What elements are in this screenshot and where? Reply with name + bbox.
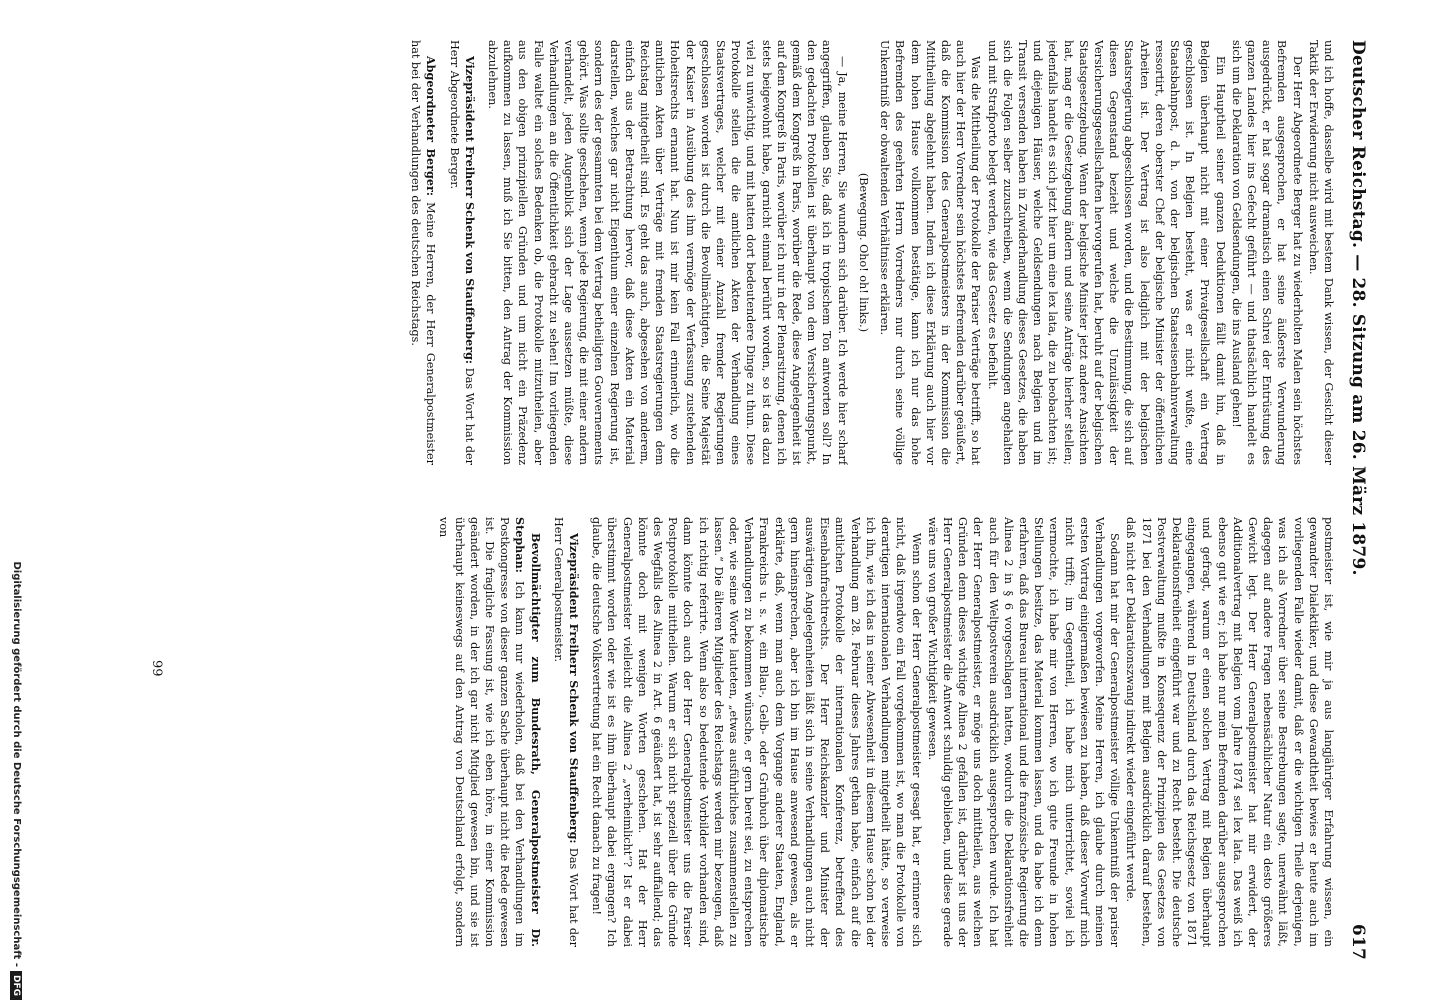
body-paragraph: Der Herr Abgeordnete Berger hat zu wiederholten Malen sein höchstes Befremden ausgesprochen, er hat seine äußerste Verwunderung ausgedrückt, er hat sogar dramatisch einen Schrei der Entrüstung des ganzen Landes hier ins Gefecht geführt — und thatsächlich handelt es sich um die Deklaration von Geldsendungen, die ins Ausland gehen!: [1229, 40, 1304, 465]
body-paragraph: Sodann hat mir der Generalpostmeister völlige Unkenntniß der pariser Verhandlungen vorgeworfen. Meine Herren, ich glaube durch meinen ersten Vortrag einigermaßen bewiesen zu haben, daß dieser Vorwurf mich nicht trifft; im Gegentheil, ich habe mich unterrichtet, soviel ich vermochte, ich habe mir von Herren, wo ich gute Freunde in hohen Stellungen besitze, das Material kommen lassen, und da habe ich denn erfahren, daß das Bureau international und die französische Regierung die Alinea 2 in § 6 vorgeschlagen hatten, wodurch die Deklarationsfreiheit auch für den Weltpostverein ausdrücklich ausgesprochen wurde. Ich hat der Herr Generalpostmeister, er möge uns doch mittheilen, aus welchen Gründen denn dieses wichtige Alinea 2 gefallen ist, darüber ist uns der Herr Generalpostmeister die Antwort schuldig geblieben, und diese gerade wäre uns von großer Wichtigkeit gewesen.: [925, 517, 1122, 947]
speech-text: Das Wort hat der Herr Generalpostmeister.: [551, 517, 581, 947]
speaker-name: Abgeordneter Berger:: [424, 56, 439, 196]
speaker-name: Vizepräsident Freiherr Schenk von Stauffenberg:: [462, 56, 477, 365]
speaker-paragraph: [446, 40, 476, 465]
speaker-paragraph: [551, 517, 581, 947]
body-paragraph: Ein Hauptheil seiner ganzen Deduktionen fällt damit hin, daß in Belgien überhaupt nicht mit einer Privatgesellschaft ein Vertrag geschlossen ist. In Belgien besteht, was er nicht wußte, eine Staatsbahnpost, d. h. von der belgischen Staatseisenbahnverwaltung ressortirt, deren oberster Chef der belgische Minister der öffentlichen Arbeiten ist. Der Vertrag ist also lediglich mit der belgischen Staatsregierung abgeschlossen worden, und die Bestimmung, die sich auf diesen Gegenstand bezieht und welche die Unzulässigkeit der Versicherungsgesellschaften hervorgerufen hat, beruht auf der belgischen Staatsgesetzgebung. Wenn der belgische Minister jetzt andere Ansichten hat, mag er die Gesetzgebung ändern und seine Anträge hierher stellen; jedenfalls handelt es sich jetzt hier um eine lex lata, die zu beobachten ist; und diejenigen Häuser, welche Geldsendungen nach Belgien und im Transit versenden haben in Zuwiderhandlung dieses Gesetzes, die haben sich die Folgen selber zuzuschreiben, wenn die Sendungen angehalten und mit Strafporto belegt werden, wie das Gesetz es befiehlt.: [985, 40, 1227, 465]
digitization-footer: [2, 0, 22, 1000]
speaker-name: Vizepräsident Freiherr Schenk von Stauffenberg:: [567, 533, 582, 844]
speaker-paragraph: [408, 40, 438, 465]
speech-text: Das Wort hat der Herr Abgeordnete Berger.: [447, 40, 476, 465]
text-column-right: [156, 517, 1336, 947]
body-paragraph: postmeister ist, wie mir ja aus langjähriger Erfahrung wissen, ein gewandter Dialektiker, und diese Gewandtheit bewies er heute auch im vorliegenden Falle wieder damit, daß er die wichtigen Theile derjenigen, was ich als Vorredner über seine Bestrebungen sagte, unerwähnt läßt, dagegen auf andere Fragen nebensächlicher Natur ein desto größeres Gewicht legt. Der Herr Generalpostmeister hat mir erwidert, der Additionalvertrag mit Belgien vom Jahre 1874 sei lex lata. Das weiß ich ebenso gut wie er; ich habe nur mein Befremden darüber ausgesprochen und gefragt, warum er einen solchen Vertrag mit Belgien überhaupt eingegangen, während in Deutschland durch das Reichsgesetz von 1871 Deklarationsfreiheit eingeführt war und zu Recht besteht. Die deutsche Postverwaltung mußte in Konsequenz der Prinzipien des Gesetzes von 1871 bei den Verhandlungen mit Belgien ausdrücklich darauf bestehen, daß nicht der Deklarationszwang indirekt wieder eingeführt werde.: [1124, 517, 1335, 947]
speech-text: Ich kann nur wiederholen, daß bei den Verhandlungen im Postkongresse von dieser ganzen Sache überhaupt nicht die Rede gewesen ist. Die fragliche Fassung ist, wie ich eben höre, in einer Kommission geändert worden, in der ich gar nicht Mitglied gewesen bin, und sie ist überhaupt keineswegs auf den Antrag von Deutschland erfolgt, sondern von: [437, 517, 527, 947]
page-number: 617: [1348, 923, 1368, 960]
speaker-paragraph: [436, 517, 542, 947]
signature-mark: 99: [149, 660, 164, 677]
body-paragraph: Wenn schon der Herr Generalpostmeister gesagt hat, er erinnere sich nicht, daß irgendwo ein Fall vorgekommen ist, wo man die Protokolle von derartigen internationalen Verhandlungen mitgetheilt hätte, so verweise ich ihn, wie ich das in seiner Abwesenheit in diesem Hause schon bei der Verhandlung am 28. Februar dieses Jahres gethan habe, einfach auf die amtlichen Protokolle der internationalen Konferenz, betreffend des Eisenbahnfrachtrechts. Der Herr Reichskanzler und Minister der auswärtigen Angelegenheiten läßt sich in seine Verhandlungen auch nicht gern hineinsprechen, aber ich bin im Hause anwesend gewesen, als er erklärte, daß, wenn man auch dem Vorgange anderer Staaten, England, Frankreichs u. s. w. ein Blau-, Gelb- oder Grünbuch über diplomatische Verhandlungen zu bekommen wünsche, er gern bereit sei, zu entsprechen oder, wie seine Worte lauteten, „etwas ausführliches zusammenstellen zu lassen.“ Die älteren Mitglieder des Reichstags werden mir bezeugen, daß ich richtig referirte. Wenn also so bedeutende Vorbilder vorhanden sind, dann könnte doch auch der Herr Generalpostmeister uns die Pariser Postprotokolle mittheilen. Warum er sich nicht speziell über die Gründe des Wegfalls des Alinea 2 in Art. 6 geäußert hat, ist sehr auffallend; das könnte doch mit wenigen Worten geschehen. Hat der Herr Generalpostmeister vielleicht die Alinea 2 „verheimlicht“? Ist er dabei überstimmt worden oder wie ist es ihm überhaupt dabei ergangen? Ich glaube, die deutsche Volksvertretung hat ein Recht danach zu fragen!: [590, 517, 923, 947]
footer-text: Digitalisierung gefördert durch die Deutsche Forschungsgemeinschaft -: [11, 561, 22, 967]
speech-text: Meine Herren, der Herr Generalpostmeister hat bei der Verhandlungen des deutschen Reichstags.: [409, 40, 438, 465]
page-header: [1336, 40, 1376, 960]
text-column-left: [156, 40, 1336, 465]
body-paragraph: Was die Mittheilung der Protokolle der Pariser Verträge betrifft, so hat auch hier der Herr Vorredner sein höchstes Befremden darüber geäußert, daß die Kommission des Generalpostmeisters in der Kommission die Mittheilung abgelehnt haben. Indem ich diese Erklärung auch hier vor dem hohen Hause vollkommen bestätige, kann ich nur das hohe Befremden des geehrten Herrn Vorredners nur durch seine völlige Unkenntniß der obwaltenden Verhältnisse erklären.: [878, 40, 983, 465]
body-paragraph: — Ja, meine Herren, Sie wundern sich darüber. Ich werde hier scharf angegriffen, glauben Sie, daß ich in tropischem Ton antworten soll? In den gedachten Protokollen ist überhaupt von dem Versicherungspunkt, gemäß dem Kongreß in Paris, worüber die Rede, diese Angelegenheit ist auf dem Kongreß in Paris, worüber ich nur in der Plenarsitzung, denen ich stets beigewohnt habe, garnicht einmal berührt worden, so ist das dazu viel zu unwichtig, und mit hatten dort bedeutendere Dinge zu thun. Diese Protokolle stellen die die amtlichen Akten der Verhandlung eines Staatsvertrages, welcher mit einer Anzahl fremder Regierungen geschlossen worden ist durch die Bevollmächtigten, die Seine Majestät der Kaiser in Ausübung des ihm vermöge der Verfassung zustehenden Hoheitsrechts ernannt hat. Nun ist mir kein Fall erinnerlich, wo die amtlichen Akten über Verträge mit fremden Staatsregierungen dem Reichstag mitgetheilt sind. Es geht das auch, abgesehen von anderem, einfach aus der Betrachtung hervor, daß diese Akten ein Material darstellen, welches gar nicht Eigenthum einer einzelnen Regierung ist, sondern des der gesammten bei dem Vertrag betheiligten Gouvernements gehört. Was sollte geschehen, wenn jede Regierung, die mit einer andern verhandelt, jeden Augenblick sich der Lage aussetzen müßte, diese Verhandlungen an die Öffentlichkeit gebracht zu sehen! Im vorliegenden Falle waltet ein solches Bedenken ob, die Protokolle mitzutheilen, aber aus den obigen prinzipiellen Gründen und um nicht ein Präzedenz aufkommen zu lassen, muß ich Sie bitten, den Antrag der Kommission abzulehnen.: [486, 40, 849, 465]
running-head: Deutscher Reichstag. — 28. Sitzung am 26. März 1879.: [1348, 40, 1368, 576]
speaker-name: Bevollmächtigter zum Bundesrath, Generalpostmeister Dr. Stephan:: [513, 517, 543, 947]
dfg-logo: DFG: [10, 971, 22, 1000]
body-paragraph: und ich hoffe, dasselbe wird mit bestem Dank wissen, der Gesicht dieser Taktik der Erwiderung nicht ausweichen.: [1306, 40, 1335, 465]
stage-direction: (Bewegung. Oho! oh! links.): [856, 172, 870, 333]
